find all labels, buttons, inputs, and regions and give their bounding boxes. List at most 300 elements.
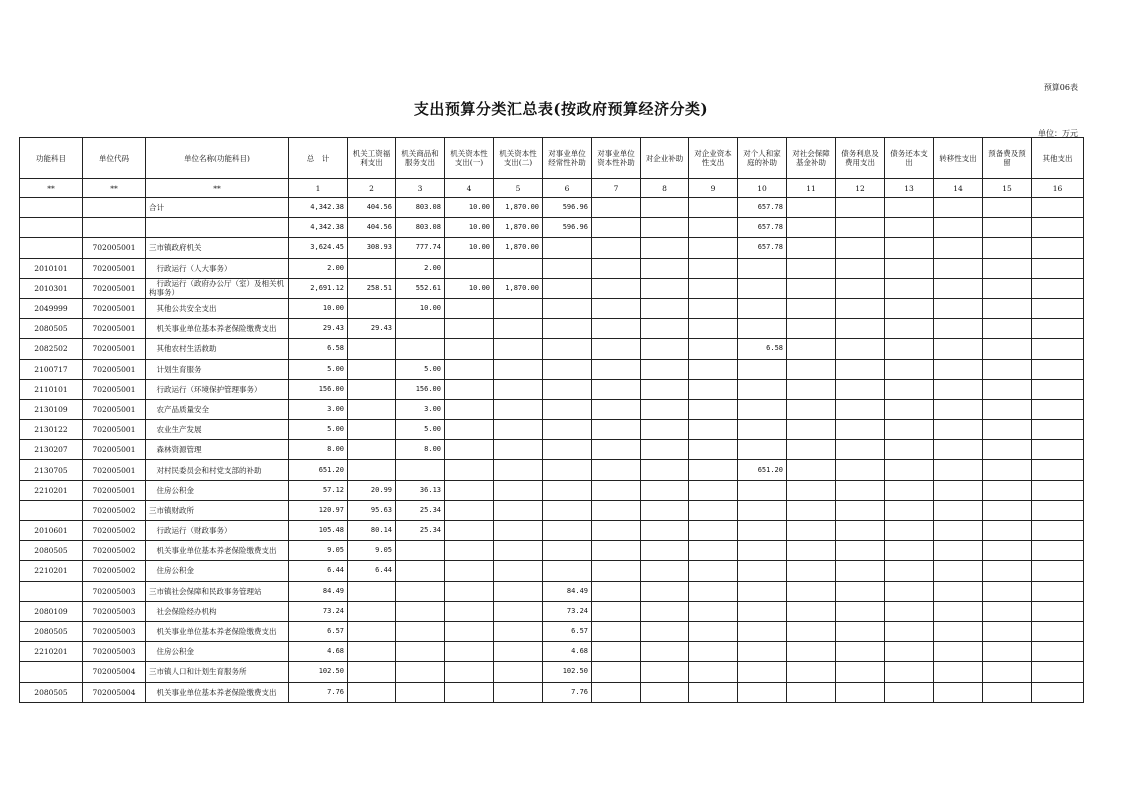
amount-cell	[836, 642, 885, 662]
amount-cell: 4,342.38	[289, 198, 348, 218]
amount-cell	[934, 500, 983, 520]
amount-cell	[641, 218, 689, 238]
amount-cell	[396, 561, 445, 581]
amount-cell	[348, 581, 396, 601]
amount-cell	[983, 601, 1032, 621]
amount-cell	[885, 198, 934, 218]
unit-code-cell: 702005001	[83, 480, 146, 500]
amount-cell	[641, 339, 689, 359]
amount-cell: 4.68	[289, 642, 348, 662]
column-header: 对个人和家庭的补助	[738, 138, 787, 179]
amount-cell	[738, 359, 787, 379]
amount-cell	[787, 480, 836, 500]
column-index-cell: 5	[494, 179, 543, 198]
amount-cell	[787, 379, 836, 399]
column-header: 机关工资福利支出	[348, 138, 396, 179]
amount-cell: 25.34	[396, 521, 445, 541]
table-row	[20, 298, 1084, 318]
unit-code-cell: 702005001	[83, 379, 146, 399]
amount-cell	[445, 298, 494, 318]
table-row	[20, 278, 1084, 298]
amount-cell	[836, 662, 885, 682]
amount-cell	[494, 480, 543, 500]
unit-code-cell: 702005002	[83, 500, 146, 520]
column-header: 总 计	[289, 138, 348, 179]
amount-cell	[983, 662, 1032, 682]
table-row	[20, 621, 1084, 641]
amount-cell	[396, 541, 445, 561]
amount-cell: 8.00	[396, 440, 445, 460]
amount-cell: 2.00	[396, 258, 445, 278]
amount-cell	[543, 460, 592, 480]
amount-cell	[787, 601, 836, 621]
amount-cell	[445, 440, 494, 460]
function-code-cell: 2082502	[20, 339, 83, 359]
amount-cell	[445, 480, 494, 500]
amount-cell	[592, 460, 641, 480]
amount-cell	[885, 218, 934, 238]
column-index-cell: 15	[983, 179, 1032, 198]
table-row	[20, 500, 1084, 520]
function-code-cell: 2080109	[20, 601, 83, 621]
amount-cell	[445, 319, 494, 339]
amount-cell	[885, 581, 934, 601]
unit-code-cell: 702005001	[83, 460, 146, 480]
amount-cell	[592, 198, 641, 218]
amount-cell	[787, 541, 836, 561]
amount-cell	[836, 379, 885, 399]
amount-cell	[885, 399, 934, 419]
amount-cell	[494, 561, 543, 581]
amount-cell	[592, 298, 641, 318]
amount-cell	[689, 541, 738, 561]
amount-cell	[689, 278, 738, 298]
unit-name-cell: 其他公共安全支出	[146, 298, 289, 318]
amount-cell	[983, 278, 1032, 298]
amount-cell	[885, 521, 934, 541]
amount-cell	[1032, 460, 1084, 480]
amount-cell	[689, 399, 738, 419]
amount-cell: 25.34	[396, 500, 445, 520]
table-row	[20, 440, 1084, 460]
amount-cell	[641, 420, 689, 440]
amount-cell	[983, 581, 1032, 601]
amount-cell	[885, 440, 934, 460]
amount-cell: 3,624.45	[289, 238, 348, 258]
amount-cell	[1032, 601, 1084, 621]
amount-cell	[592, 399, 641, 419]
amount-cell: 29.43	[348, 319, 396, 339]
amount-cell	[396, 642, 445, 662]
amount-cell	[445, 359, 494, 379]
function-code-cell: 2130705	[20, 460, 83, 480]
amount-cell: 84.49	[289, 581, 348, 601]
amount-cell	[445, 561, 494, 581]
unit-name-cell: 住房公积金	[146, 642, 289, 662]
amount-cell	[934, 460, 983, 480]
amount-cell	[689, 319, 738, 339]
unit-code-cell: 702005002	[83, 521, 146, 541]
amount-cell	[934, 662, 983, 682]
amount-cell	[641, 662, 689, 682]
amount-cell	[592, 319, 641, 339]
amount-cell	[445, 601, 494, 621]
table-header	[20, 138, 1084, 179]
table-row	[20, 521, 1084, 541]
amount-cell	[543, 319, 592, 339]
column-index-cell: 8	[641, 179, 689, 198]
amount-cell: 9.05	[289, 541, 348, 561]
amount-cell	[494, 682, 543, 702]
amount-cell	[641, 601, 689, 621]
function-code-cell: 2010301	[20, 278, 83, 298]
column-header: 功能科目	[20, 138, 83, 179]
amount-cell	[983, 682, 1032, 702]
unit-name-cell: 行政运行（环境保护管理事务）	[146, 379, 289, 399]
column-index-cell: 3	[396, 179, 445, 198]
amount-cell: 651.20	[289, 460, 348, 480]
amount-cell	[445, 379, 494, 399]
function-code-cell	[20, 581, 83, 601]
column-index-cell: **	[146, 179, 289, 198]
amount-cell	[738, 258, 787, 278]
amount-cell	[885, 541, 934, 561]
amount-cell	[885, 621, 934, 641]
amount-cell	[348, 460, 396, 480]
amount-cell	[494, 339, 543, 359]
table-row	[20, 480, 1084, 500]
amount-cell: 10.00	[445, 218, 494, 238]
amount-cell	[983, 339, 1032, 359]
amount-cell	[1032, 662, 1084, 682]
amount-cell	[592, 561, 641, 581]
amount-cell	[836, 198, 885, 218]
amount-cell	[543, 278, 592, 298]
amount-cell: 803.08	[396, 218, 445, 238]
amount-cell: 552.61	[396, 278, 445, 298]
function-code-cell	[20, 198, 83, 218]
unit-name-cell: 机关事业单位基本养老保险缴费支出	[146, 621, 289, 641]
amount-cell	[787, 339, 836, 359]
unit-name-cell: 其他农村生活救助	[146, 339, 289, 359]
amount-cell	[836, 521, 885, 541]
amount-cell	[738, 581, 787, 601]
amount-cell	[689, 339, 738, 359]
amount-cell: 6.57	[543, 621, 592, 641]
amount-cell	[592, 521, 641, 541]
table-row	[20, 601, 1084, 621]
amount-cell	[1032, 298, 1084, 318]
amount-cell	[1032, 420, 1084, 440]
amount-cell	[689, 460, 738, 480]
amount-cell	[494, 258, 543, 278]
amount-cell	[885, 359, 934, 379]
amount-cell	[641, 278, 689, 298]
amount-cell	[445, 541, 494, 561]
amount-cell: 258.51	[348, 278, 396, 298]
table-body	[20, 179, 1084, 703]
amount-cell	[494, 621, 543, 641]
amount-cell	[689, 298, 738, 318]
amount-cell	[836, 500, 885, 520]
column-header: 对企业补助	[641, 138, 689, 179]
amount-cell	[641, 500, 689, 520]
amount-cell: 1,870.00	[494, 198, 543, 218]
unit-code-cell: 702005001	[83, 278, 146, 298]
amount-cell	[641, 541, 689, 561]
amount-cell	[983, 480, 1032, 500]
amount-cell: 20.99	[348, 480, 396, 500]
table-row	[20, 218, 1084, 238]
amount-cell	[787, 238, 836, 258]
amount-cell	[934, 238, 983, 258]
amount-cell	[836, 278, 885, 298]
amount-cell	[592, 258, 641, 278]
amount-cell	[494, 399, 543, 419]
amount-cell	[494, 379, 543, 399]
amount-cell	[934, 379, 983, 399]
amount-cell	[983, 541, 1032, 561]
amount-cell	[885, 480, 934, 500]
amount-cell	[983, 198, 1032, 218]
amount-cell	[348, 642, 396, 662]
amount-cell	[641, 561, 689, 581]
amount-cell	[592, 480, 641, 500]
column-header: 单位代码	[83, 138, 146, 179]
column-header: 机关商品和服务支出	[396, 138, 445, 179]
amount-cell: 404.56	[348, 218, 396, 238]
amount-cell: 657.78	[738, 238, 787, 258]
amount-cell	[641, 460, 689, 480]
table-row	[20, 258, 1084, 278]
column-index-cell: 6	[543, 179, 592, 198]
amount-cell	[348, 258, 396, 278]
amount-cell	[934, 561, 983, 581]
column-index-cell: 2	[348, 179, 396, 198]
amount-cell	[543, 480, 592, 500]
page-title: 支出预算分类汇总表(按政府预算经济分类)	[413, 100, 709, 118]
amount-cell	[396, 601, 445, 621]
amount-cell: 4.68	[543, 642, 592, 662]
amount-cell	[592, 581, 641, 601]
amount-cell	[348, 440, 396, 460]
amount-cell	[348, 339, 396, 359]
amount-cell	[787, 561, 836, 581]
column-index-row	[20, 179, 1084, 198]
amount-cell	[396, 581, 445, 601]
amount-cell	[543, 399, 592, 419]
amount-cell	[885, 319, 934, 339]
amount-cell: 7.76	[543, 682, 592, 702]
amount-cell: 657.78	[738, 218, 787, 238]
column-header: 对事业单位资本性补助	[592, 138, 641, 179]
amount-cell	[445, 621, 494, 641]
unit-name-cell: 行政运行（财政事务）	[146, 521, 289, 541]
amount-cell	[689, 581, 738, 601]
column-index-cell: **	[20, 179, 83, 198]
amount-cell	[445, 662, 494, 682]
amount-cell	[738, 298, 787, 318]
amount-cell: 80.14	[348, 521, 396, 541]
amount-cell	[934, 581, 983, 601]
amount-cell	[641, 642, 689, 662]
function-code-cell: 2080505	[20, 682, 83, 702]
unit-code-cell: 702005001	[83, 258, 146, 278]
amount-cell: 1,870.00	[494, 238, 543, 258]
amount-cell	[738, 420, 787, 440]
amount-cell	[396, 621, 445, 641]
amount-cell: 73.24	[543, 601, 592, 621]
amount-cell	[494, 581, 543, 601]
amount-cell	[1032, 359, 1084, 379]
table-row	[20, 460, 1084, 480]
amount-cell	[494, 601, 543, 621]
column-index-cell: 16	[1032, 179, 1084, 198]
amount-cell	[738, 682, 787, 702]
amount-cell	[396, 339, 445, 359]
amount-cell: 57.12	[289, 480, 348, 500]
amount-cell	[348, 298, 396, 318]
amount-cell	[543, 359, 592, 379]
amount-cell	[934, 642, 983, 662]
amount-cell	[396, 319, 445, 339]
amount-cell	[348, 399, 396, 419]
amount-cell	[983, 500, 1032, 520]
amount-cell: 10.00	[289, 298, 348, 318]
amount-cell	[543, 238, 592, 258]
amount-cell: 803.08	[396, 198, 445, 218]
function-code-cell: 2130109	[20, 399, 83, 419]
amount-cell	[787, 581, 836, 601]
amount-cell	[348, 662, 396, 682]
amount-cell	[689, 379, 738, 399]
unit-code-cell: 702005004	[83, 682, 146, 702]
amount-cell: 5.00	[396, 359, 445, 379]
table-row	[20, 662, 1084, 682]
amount-cell	[641, 682, 689, 702]
unit-code-cell: 702005003	[83, 601, 146, 621]
amount-cell: 84.49	[543, 581, 592, 601]
amount-cell	[1032, 399, 1084, 419]
amount-cell	[445, 642, 494, 662]
amount-cell	[641, 238, 689, 258]
amount-cell	[445, 682, 494, 702]
function-code-cell: 2210201	[20, 480, 83, 500]
unit-name-cell: 农产品质量安全	[146, 399, 289, 419]
unit-name-cell: 社会保险经办机构	[146, 601, 289, 621]
unit-code-cell: 702005001	[83, 399, 146, 419]
amount-cell	[934, 399, 983, 419]
amount-cell	[689, 561, 738, 581]
amount-cell	[787, 278, 836, 298]
column-header: 机关资本性支出(二)	[494, 138, 543, 179]
amount-cell	[738, 480, 787, 500]
amount-cell	[641, 198, 689, 218]
amount-cell	[934, 420, 983, 440]
unit-code-cell: 702005001	[83, 319, 146, 339]
table-row	[20, 399, 1084, 419]
amount-cell	[494, 662, 543, 682]
unit-code-cell: 702005001	[83, 238, 146, 258]
amount-cell	[1032, 500, 1084, 520]
function-code-cell: 2080505	[20, 319, 83, 339]
amount-cell	[836, 581, 885, 601]
unit-name-cell	[146, 218, 289, 238]
amount-cell	[689, 621, 738, 641]
amount-cell	[983, 258, 1032, 278]
amount-cell	[836, 420, 885, 440]
amount-cell	[689, 601, 738, 621]
function-code-cell: 2210201	[20, 642, 83, 662]
unit-code-cell: 702005001	[83, 420, 146, 440]
amount-cell	[494, 420, 543, 440]
table-row	[20, 561, 1084, 581]
amount-cell	[787, 500, 836, 520]
amount-cell	[738, 278, 787, 298]
amount-cell	[885, 642, 934, 662]
amount-cell	[1032, 682, 1084, 702]
function-code-cell: 2110101	[20, 379, 83, 399]
amount-cell	[348, 420, 396, 440]
amount-cell	[934, 521, 983, 541]
amount-cell: 10.00	[445, 238, 494, 258]
amount-cell	[1032, 480, 1084, 500]
amount-cell	[1032, 198, 1084, 218]
amount-cell	[836, 480, 885, 500]
table-row	[20, 339, 1084, 359]
column-header: 预备费及预留	[983, 138, 1032, 179]
unit-name-cell: 机关事业单位基本养老保险缴费支出	[146, 682, 289, 702]
amount-cell	[836, 238, 885, 258]
amount-cell	[592, 278, 641, 298]
amount-cell	[348, 601, 396, 621]
amount-cell	[934, 480, 983, 500]
amount-cell	[641, 480, 689, 500]
amount-cell	[738, 399, 787, 419]
amount-cell: 596.96	[543, 198, 592, 218]
table-row	[20, 541, 1084, 561]
unit-name-cell: 机关事业单位基本养老保险缴费支出	[146, 541, 289, 561]
amount-cell: 9.05	[348, 541, 396, 561]
column-index-cell: 11	[787, 179, 836, 198]
amount-cell	[641, 379, 689, 399]
amount-cell	[836, 561, 885, 581]
amount-cell	[983, 379, 1032, 399]
amount-cell: 105.48	[289, 521, 348, 541]
amount-cell	[738, 440, 787, 460]
amount-cell	[543, 258, 592, 278]
function-code-cell	[20, 500, 83, 520]
amount-cell	[348, 359, 396, 379]
amount-cell	[738, 601, 787, 621]
amount-cell	[738, 621, 787, 641]
amount-cell	[494, 460, 543, 480]
budget-table	[19, 137, 1084, 703]
amount-cell	[543, 561, 592, 581]
column-index-cell: 14	[934, 179, 983, 198]
amount-cell	[787, 298, 836, 318]
column-index-cell: 13	[885, 179, 934, 198]
amount-cell: 73.24	[289, 601, 348, 621]
amount-cell	[836, 319, 885, 339]
amount-cell	[1032, 238, 1084, 258]
amount-cell: 95.63	[348, 500, 396, 520]
amount-cell	[494, 359, 543, 379]
amount-cell: 651.20	[738, 460, 787, 480]
amount-cell	[934, 218, 983, 238]
column-header: 单位名称(功能科目)	[146, 138, 289, 179]
amount-cell	[983, 359, 1032, 379]
